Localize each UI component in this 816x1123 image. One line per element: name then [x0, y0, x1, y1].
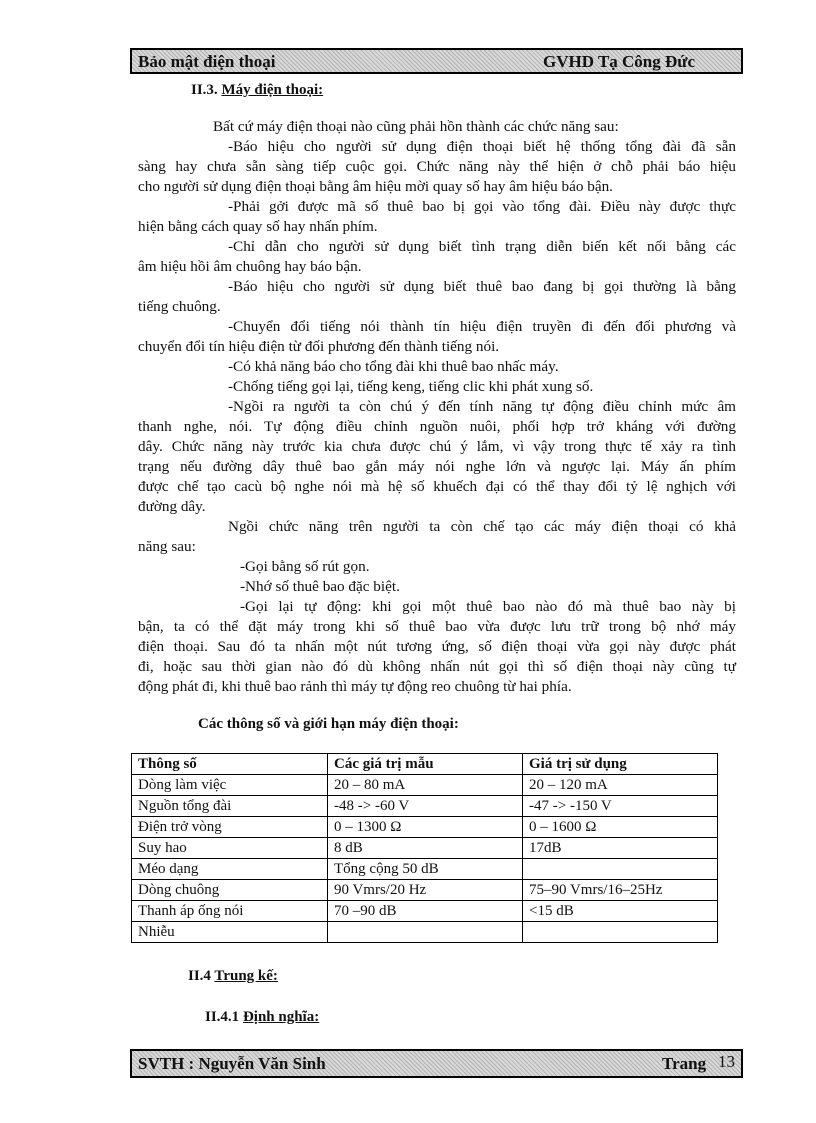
header-instructor: GVHD Tạ Công Đức: [543, 52, 696, 71]
body-line: trạng nếu đường dây thuê bao gắn máy nói nghe lớn và ngược lại. Máy ấn phím: [138, 458, 736, 475]
table-row: [132, 838, 718, 859]
body-line: chuyển đổi tín hiệu điện từ đối phương đến thành tiếng nói.: [138, 338, 500, 355]
body-line: điện thoại. Sau đó ta nhấn một nút tương ứng, số điện thoại vừa gọi này được phát: [138, 638, 736, 655]
subsection-number: II.4: [188, 968, 211, 984]
section-title: Máy điện thoại:: [221, 82, 324, 98]
body-line: -Báo hiệu cho người sử dụng biết thuê bao đang bị gọi thường là bằng: [228, 278, 736, 295]
body-line: cho người sử dụng điện thoại bằng âm hiệu mời quay số hay âm hiệu báo bận.: [138, 178, 613, 195]
table-cell: Méo dạng: [132, 859, 328, 880]
footer-author: SVTH : Nguyễn Văn Sinh: [138, 1054, 326, 1073]
body-line: đi, hoặc sau thời gian nào đó dù không nhấn nút gọi thì số điện thoại này cũng tự: [138, 658, 736, 675]
header-title: Bảo mật điện thoại: [138, 52, 276, 71]
body-line: tiếng chuông.: [138, 298, 221, 315]
body-line: thanh nghe, nói. Tự động điều chỉnh nguồn nuôi, phối hợp trở kháng với đường: [138, 418, 736, 435]
table-row: [132, 922, 718, 943]
table-cell: 70 –90 dB: [328, 901, 523, 922]
body-line: -Chỉ dẫn cho người sử dụng biết tình trạng diễn biến kết nối bằng các: [228, 238, 736, 255]
body-line: Bất cứ máy điện thoại nào cũng phải hồn thành các chức năng sau:: [213, 118, 619, 135]
table-row: [132, 817, 718, 838]
body-line: sàng hay chưa sẵn sàng tiếp cuộc gọi. Chức năng này thể hiện ở chỗ phải báo hiệu: [138, 158, 736, 175]
body-line: Ngồi chức năng trên người ta còn chế tạo các máy điện thoại có khả: [228, 518, 736, 535]
table-cell: Dòng làm việc: [132, 775, 328, 796]
table-cell: 20 – 80 mA: [328, 775, 523, 796]
table-cell: 75–90 Vmrs/16–25Hz: [523, 880, 718, 901]
subsubsection-heading: [205, 1009, 319, 1026]
table-cell: Nhiễu: [132, 922, 328, 943]
table-cell: 0 – 1300 Ω: [328, 817, 523, 838]
table-cell: Tổng cộng 50 dB: [328, 859, 523, 880]
table-cell: -47 -> -150 V: [523, 796, 718, 817]
table-row: [132, 859, 718, 880]
table-row: [132, 901, 718, 922]
body-line: hiện bằng cách quay số hay nhấn phím.: [138, 218, 378, 235]
page-footer: [130, 1049, 743, 1078]
subsubsection-number: II.4.1: [205, 1009, 240, 1025]
body-line: -Phải gởi được mã số thuê bao bị gọi vào tổng đài. Điều này được thực: [228, 198, 736, 215]
table-title: Các thông số và giới hạn máy điện thoại:: [198, 716, 459, 732]
body-line: dây. Chức năng này trước kia chưa được chú ý lắm, vì vậy trong thực tế xảy ra tình: [138, 438, 736, 455]
body-line: -Chống tiếng gọi lại, tiếng keng, tiếng clic khi phát xung số.: [228, 378, 594, 395]
column-header: Thông số: [132, 754, 328, 775]
footer-page-label: Trang: [662, 1054, 707, 1073]
table-row: [132, 796, 718, 817]
specs-table: [131, 753, 718, 943]
table-cell: 0 – 1600 Ω: [523, 817, 718, 838]
table-cell: 8 dB: [328, 838, 523, 859]
body-line: bận, ta có thể đặt máy trong khi số thuê bao vừa được lưu trữ trong bộ nhớ máy: [138, 618, 736, 635]
table-header-row: [132, 754, 718, 775]
section-heading: [191, 82, 323, 99]
table-row: [132, 880, 718, 901]
table-cell: [328, 922, 523, 943]
body-line: âm hiệu hồi âm chuông hay báo bận.: [138, 258, 362, 275]
body-line: động phát đi, khi thuê bao rảnh thì máy tự động reo chuông từ hai phía.: [138, 678, 572, 695]
table-cell: 20 – 120 mA: [523, 775, 718, 796]
table-cell: Nguồn tổng đài: [132, 796, 328, 817]
subsection-heading: [188, 968, 278, 985]
table-row: [132, 775, 718, 796]
table-cell: <15 dB: [523, 901, 718, 922]
subsubsection-title: Định nghĩa:: [242, 1009, 320, 1025]
footer-page-number: 13: [718, 1052, 735, 1071]
table-cell: [523, 922, 718, 943]
subsection-title: Trung kế:: [214, 968, 278, 984]
table-cell: Dòng chuông: [132, 880, 328, 901]
body-line: năng sau:: [138, 538, 196, 555]
table-cell: Điện trở vòng: [132, 817, 328, 838]
body-text: [138, 117, 736, 697]
page-header: [130, 48, 743, 74]
body-line: -Báo hiệu cho người sử dụng điện thoại biết hệ thống tổng đài đã sẵn: [228, 138, 736, 155]
table-cell: 90 Vmrs/20 Hz: [328, 880, 523, 901]
table-cell: -48 -> -60 V: [328, 796, 523, 817]
body-line: -Có khả năng báo cho tổng đài khi thuê bao nhấc máy.: [228, 358, 559, 375]
body-line: -Chuyển đổi tiếng nói thành tín hiệu điện truyền đi đến đối phương và: [228, 318, 736, 335]
section-number: II.3.: [191, 82, 218, 98]
body-line: -Nhớ số thuê bao đặc biệt.: [240, 578, 400, 595]
table-cell: Suy hao: [132, 838, 328, 859]
body-line: -Gọi bằng số rút gọn.: [240, 558, 370, 575]
column-header: Giá trị sử dụng: [523, 754, 718, 775]
table-cell: Thanh áp ống nói: [132, 901, 328, 922]
body-line: đường dây.: [138, 498, 206, 515]
table-cell: [523, 859, 718, 880]
body-line: -Gọi lại tự động: khi gọi một thuê bao nào đó mà thuê bao này bị: [240, 598, 736, 615]
column-header: Các giá trị mẫu: [328, 754, 523, 775]
body-line: -Ngồi ra người ta còn chú ý đến tính năng tự động điều chỉnh mức âm: [228, 398, 736, 415]
table-cell: 17dB: [523, 838, 718, 859]
body-line: được chế tạo cacù bộ nghe nói mà hệ số khuếch đại có thể thay đổi tỷ lệ nghịch với: [138, 478, 736, 495]
